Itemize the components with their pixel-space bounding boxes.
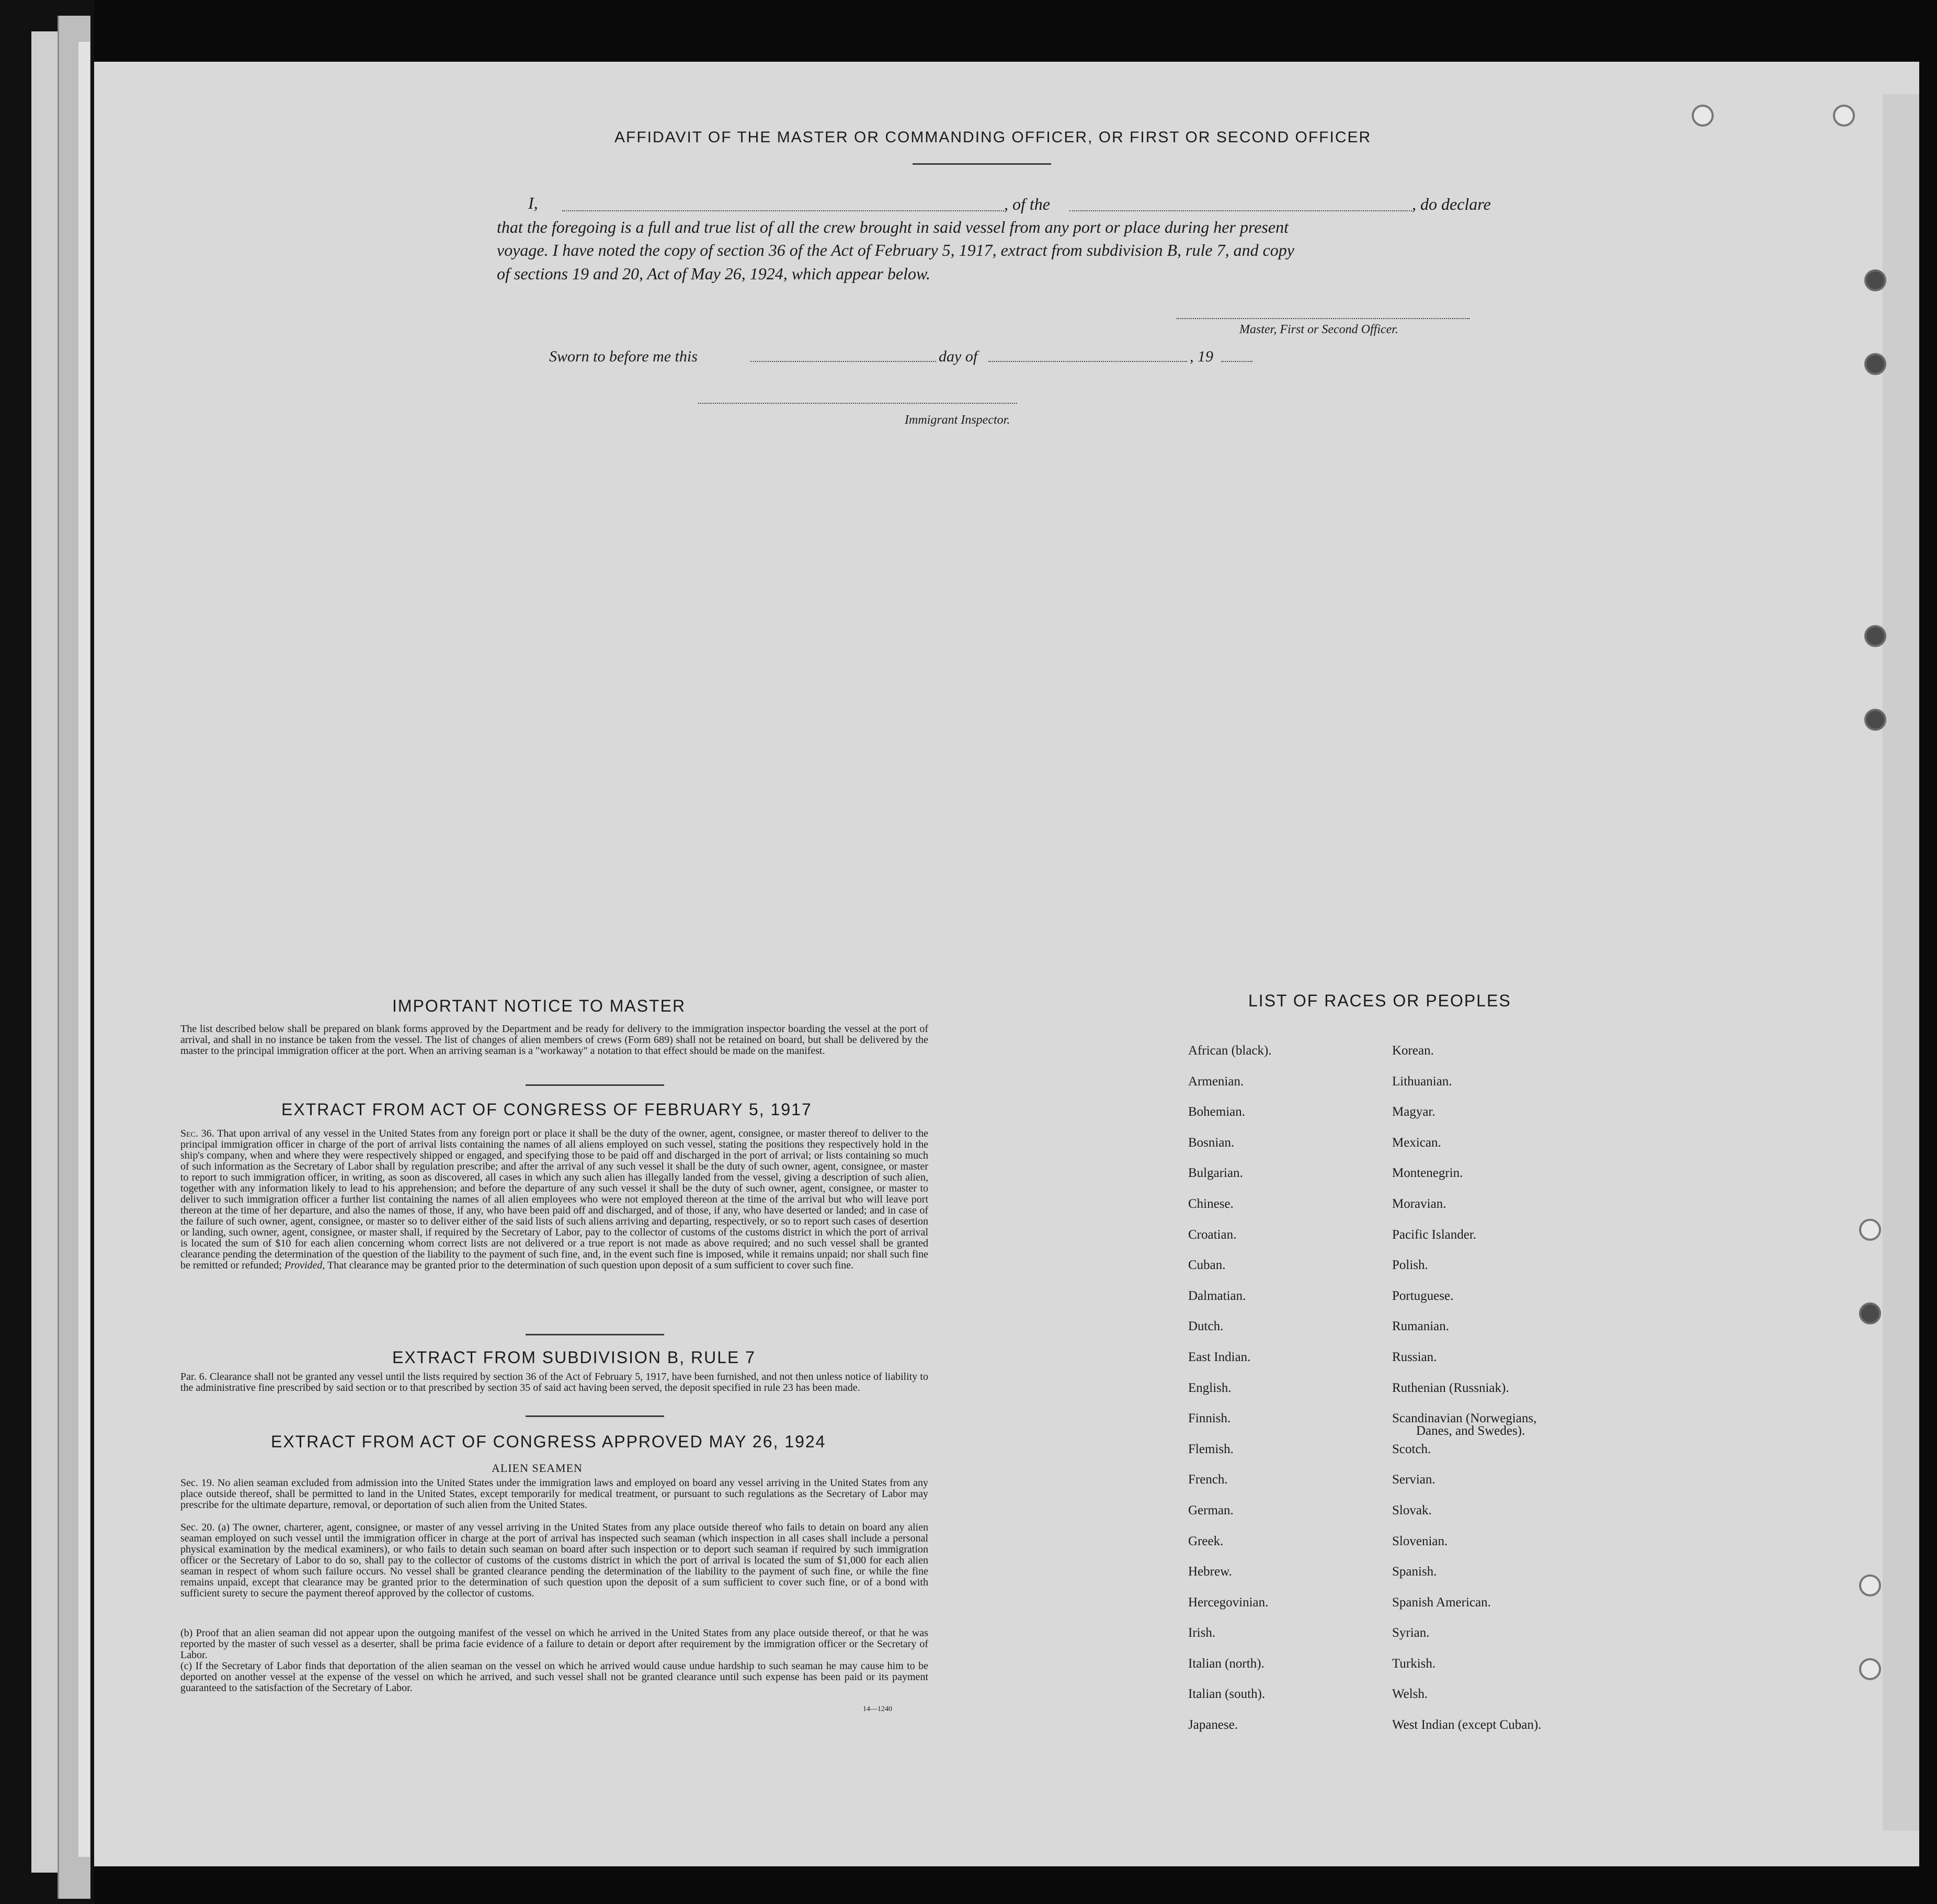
inspector-signature-line [698, 403, 1017, 404]
punch-hole [1859, 1302, 1881, 1324]
race-item: Bohemian. [1188, 1105, 1246, 1119]
notice-title: IMPORTANT NOTICE TO MASTER [392, 996, 686, 1015]
race-item: Lithuanian. [1392, 1074, 1452, 1089]
races-column-2 [1392, 1044, 1541, 1749]
punch-hole [1859, 1574, 1881, 1596]
vessel-blank [1069, 210, 1412, 211]
race-item: Japanese. [1188, 1718, 1238, 1732]
alien-seamen-subtitle: ALIEN SEAMEN [492, 1461, 583, 1475]
extract-rule7-body: Par. 6. Clearance shall not be granted any vessel until the lists required by section 36 of the Act of February 5, 1917, have been furnished, and not then unless notice of liability to the administrative fine prescribed by said section or to that prescribed by section 35 of said act having been served, the deposit specified in rule 23 has been made. [180, 1371, 928, 1393]
sec20b-text: (b) Proof that an alien seaman did not appear upon the outgoing manifest of the vessel on which he arrived in the United States from any place outside thereof, or that he was reported by the master of such vessel as a deserter, shall be prima facie evidence of a failure to detain or deport after requirement by the immigration officer or the Secretary of Labor. [180, 1627, 928, 1661]
race-item: Bulgarian. [1188, 1166, 1243, 1181]
race-item: Armenian. [1188, 1074, 1244, 1089]
race-item: Spanish. [1392, 1565, 1437, 1579]
races-column-1 [1188, 1044, 1272, 1749]
race-item: French. [1188, 1472, 1228, 1487]
sec20c-text: (c) If the Secretary of Labor finds that deportation of the alien seaman on the vessel on which he arrived would cause undue hardship to such seaman he may cause him to be deported on another vessel at the expense of the vessel on which he arrived, and such vessel shall not be granted clearance until such expense has been paid or its payment guaranteed to the satisfaction of the Secretary of Labor. [180, 1660, 928, 1694]
inspector-label: Immigrant Inspector. [905, 413, 1010, 427]
binding-strip [78, 42, 90, 1857]
race-item-continuation: Danes, and Swedes). [1416, 1424, 1525, 1438]
extract-rule7-title: EXTRACT FROM SUBDIVISION B, RULE 7 [392, 1348, 756, 1367]
underlying-page-edge [1883, 94, 1919, 1831]
extract-1917-body [180, 1128, 928, 1271]
section-number: Sec. 36. [180, 1128, 214, 1139]
affidavit-do-declare: , do declare [1412, 195, 1491, 213]
section-text: That upon arrival of any vessel in the United States from any foreign port or place it shall be the duty of the owner, agent, consignee, or master thereof to deliver to the principal immigration officer in charge of the port of arrival lists containing the names of all aliens employed on such vessel, stating the positions they respectively hold in the ship's company, when and where they were respectively shipped or engaged, and specifying those to be paid off and discharged in the port of arrival; or lists containing so much of such information as the Secretary of Labor shall by regulation prescribe; and after the arrival of any such vessel it shall be the duty of such owner, agent, consignee, or master to report to such immigration officer, in writing, as soon as discovered, all cases in which any such alien has illegally landed from the vessel, giving a description of such alien, together with any information likely to lead to his apprehension; and before the departure of any such vessel it shall be the duty of such owner, agent, consignee, or master to deliver to such immigration officer a further list containing the names of all alien employees who were not employed thereon at the time of the arrival but who will leave port thereon at the time of her departure, and also the names of those, if any, who have been paid off and discharged, and of those, if any, who have deserted or landed; and in case of the failure of such owner, agent, consignee, or master so to deliver either of the said lists of such aliens arriving and departing, respectively, or so to report such cases of desertion or landing, such owner, agent, consignee, or master shall, if required by the Secretary of Labor, pay to the collector of customs of the customs district in which the port of arrival is located the sum of $10 for each alien concerning whom correct lists are not delivered or a true report is not made as above required; and no such vessel shall be granted clearance pending the determination of the question of the liability to the payment of such fine, and, in the event such fine is imposed, while it remains unpaid; nor shall such fine be remitted or refunded; [180, 1128, 929, 1271]
divider [913, 163, 1051, 165]
race-item: Slovak. [1392, 1503, 1432, 1517]
race-item: English. [1188, 1380, 1232, 1395]
race-item: Hebrew. [1188, 1565, 1232, 1579]
race-item: Greek. [1188, 1534, 1224, 1548]
race-item: Italian (south). [1188, 1687, 1266, 1702]
race-item: Dalmatian. [1188, 1288, 1246, 1303]
form-number: 14—1240 [863, 1705, 892, 1713]
race-item: Cuban. [1188, 1258, 1226, 1273]
race-item: West Indian (except Cuban). [1392, 1718, 1542, 1732]
divider [526, 1084, 664, 1086]
affidavit-title: AFFIDAVIT OF THE MASTER OR COMMANDING OFFICER, OR FIRST OR SECOND OFFICER [614, 129, 1372, 146]
race-item: Rumanian. [1392, 1319, 1450, 1334]
year-label: , 19 [1190, 348, 1213, 365]
punch-hole [1864, 269, 1886, 291]
race-item: Montenegrin. [1392, 1166, 1463, 1181]
day-blank [750, 361, 936, 362]
affidavit-i-label: I, [528, 194, 538, 212]
race-item: Ruthenian (Russniak). [1392, 1380, 1509, 1395]
race-item: Dutch. [1188, 1319, 1224, 1334]
sec19-text: Sec. 19. No alien seaman excluded from admission into the United States under the immigration laws and employed on board any vessel arriving in the United States from any place outside thereof, shall be permitted to land in the United States, except temporarily for medical treatment, or pursuant to such regulations as the Secretary of Labor may prescribe for the ultimate departure, removal, or deportation of such alien from the United States. [180, 1477, 928, 1511]
year-blank [1221, 361, 1252, 362]
race-item: Hercegovinian. [1188, 1595, 1269, 1610]
race-item: Scotch. [1392, 1442, 1431, 1456]
race-item: Italian (north). [1188, 1656, 1264, 1671]
extract-1924-title: EXTRACT FROM ACT OF CONGRESS APPROVED MAY 26, 1924 [271, 1432, 826, 1451]
notice-body: The list described below shall be prepared on blank forms approved by the Department and be ready for delivery to the immigration inspector boarding the vessel at the port of arrival, and shall in no instance be taken from the vessel. The list of changes of alien members of crews (Form 689) shall not be retained on board, but shall be delivered by the master to the principal immigration officer at the port. When an arriving seaman is a "workaway" a notation to that effect should be made on the manifest. [180, 1023, 928, 1057]
race-item [1392, 1411, 1541, 1442]
race-item: Magyar. [1392, 1105, 1435, 1119]
day-of-label: day of [939, 348, 978, 365]
divider [526, 1415, 664, 1417]
race-item: East Indian. [1188, 1350, 1251, 1364]
race-item: Portuguese. [1392, 1288, 1454, 1303]
sec20a-text: Sec. 20. (a) The owner, charterer, agent, consignee, or master of any vessel arriving in the United States from any place outside thereof who fails to detain on board any alien seaman employed on such vessel until the immigration officer in charge at the port of arrival has inspected such seaman (which inspection in all cases shall include a personal physical examination by the medical examiners), or who fails to detain such seaman on board after such inspection or to deport such seaman if required by such immigration officer or the Secretary of Labor to do so, shall pay to the collector of customs of the customs district in which the port of arrival is located the sum of $1,000 for each alien seaman in respect of whom such failure occurs. No vessel shall be granted clearance pending the determination of the liability to the payment of such fine, or while the fine remains unpaid, except that clearance may be granted prior to the determination of such question upon the deposit of a sum sufficient to cover such fine, or of a bond with sufficient surety to secure the payment thereof approved by the collector of customs. [180, 1522, 928, 1599]
punch-hole [1833, 105, 1855, 127]
race-item: African (black). [1188, 1044, 1272, 1058]
book-binding [0, 0, 94, 1904]
section-text-end: That clearance may be granted prior to the determination of such question upon deposit of a sum sufficient to cover such fine. [327, 1260, 854, 1271]
name-blank [562, 210, 1004, 211]
race-item: Chinese. [1188, 1196, 1234, 1211]
race-item: German. [1188, 1503, 1234, 1517]
extract-1917-title: EXTRACT FROM ACT OF CONGRESS OF FEBRUARY 5, 1917 [281, 1100, 812, 1119]
affidavit-text-line: of sections 19 and 20, Act of May 26, 1924, which appear below. [497, 264, 930, 283]
race-item: Bosnian. [1188, 1135, 1235, 1150]
race-item: Syrian. [1392, 1626, 1430, 1640]
race-item: Irish. [1188, 1626, 1216, 1640]
race-item: Spanish American. [1392, 1595, 1491, 1610]
sworn-label: Sworn to before me this [549, 348, 698, 365]
month-blank [988, 361, 1187, 362]
punch-hole [1864, 353, 1886, 375]
punch-hole [1859, 1658, 1881, 1680]
race-item: Moravian. [1392, 1196, 1446, 1211]
divider [526, 1334, 664, 1335]
race-item: Russian. [1392, 1350, 1437, 1364]
race-item-text: Scandinavian (Norwegians, [1392, 1411, 1537, 1426]
races-title: LIST OF RACES OR PEOPLES [1248, 991, 1511, 1010]
punch-hole [1864, 709, 1886, 731]
race-item: Mexican. [1392, 1135, 1441, 1150]
affidavit-text-line: voyage. I have noted the copy of section 36 of the Act of February 5, 1917, extract from subdivision B, rule 7, and copy [497, 241, 1294, 259]
punch-hole [1859, 1219, 1881, 1241]
race-item: Servian. [1392, 1472, 1435, 1487]
race-item: Pacific Islander. [1392, 1227, 1477, 1242]
master-signature-label: Master, First or Second Officer. [1239, 323, 1398, 336]
provided-word: Provided, [284, 1260, 325, 1271]
punch-hole [1864, 625, 1886, 647]
master-signature-line [1177, 318, 1469, 319]
race-item: Croatian. [1188, 1227, 1237, 1242]
affidavit-of-the: , of the [1004, 195, 1050, 213]
race-item: Korean. [1392, 1044, 1434, 1058]
race-item: Welsh. [1392, 1687, 1428, 1702]
race-item: Slovenian. [1392, 1534, 1448, 1548]
affidavit-text-line: that the foregoing is a full and true list of all the crew brought in said vessel from any port or place during her present [497, 218, 1289, 236]
race-item: Polish. [1392, 1258, 1428, 1273]
race-item: Flemish. [1188, 1442, 1234, 1456]
race-item: Turkish. [1392, 1656, 1436, 1671]
punch-hole [1692, 105, 1714, 127]
race-item: Finnish. [1188, 1411, 1231, 1426]
